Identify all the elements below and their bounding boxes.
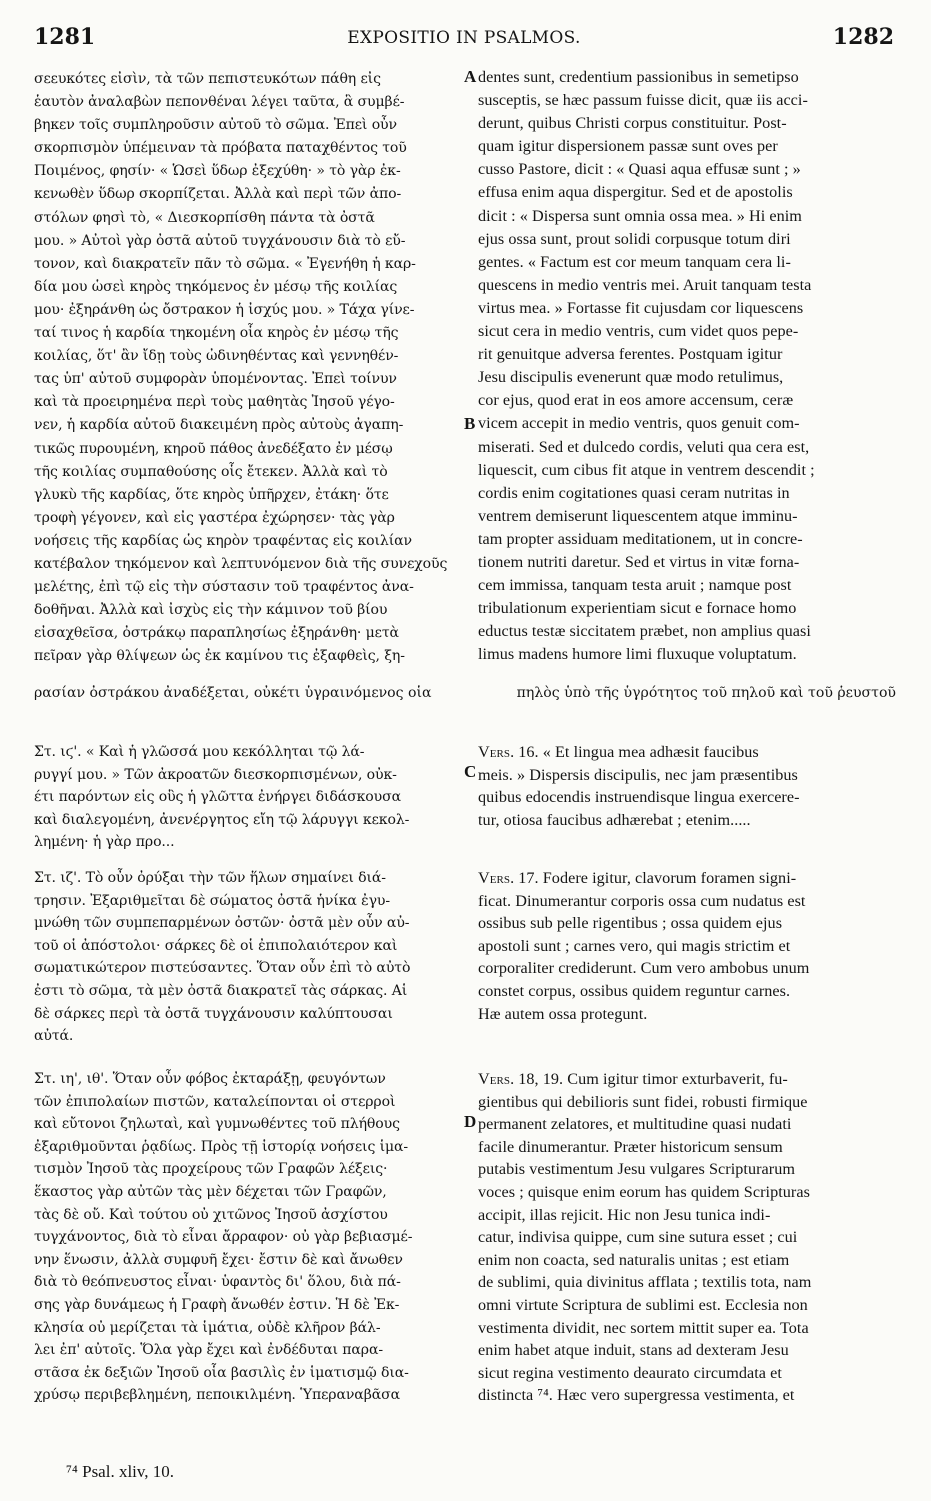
text-line: cusso Pastore, dicit : « Quasi aqua effusæ sunt ; » (478, 160, 801, 179)
greek-paragraph-1 (34, 68, 464, 668)
footnote-number: ⁷⁴ (66, 1462, 78, 1481)
text-line: catur, indivisa quippe, cum sine sutura esset ; cui (478, 1228, 798, 1247)
text-line: eductus testæ siccitatem præbet, non amplius quasi (478, 622, 811, 641)
text-line: καὶ διαλεγομένη, ἀνενέργητος εἴη τῷ λάρυγγι κεκολ- (34, 811, 410, 828)
text-line: τικῶς πυρουμένη, κηροῦ πάθος ἀνεδέξατο ἐν μέσῳ (34, 440, 393, 457)
column-marker-b: B (464, 414, 476, 433)
text-line: Vers. 17. Fodere igitur, clavorum foramen signi- (478, 869, 797, 887)
text-line: susceptis, se hæc passum fuisse dicit, quæ iis acci- (478, 91, 808, 110)
latin-paragraph-2 (478, 741, 896, 833)
text-line: εἰσαχθεῖσα, ὀστράκῳ παραπλησίως ἐξηράνθη· μετὰ (34, 625, 399, 642)
text-line: permanent zelatores, et multitudine quasi nudati (478, 1115, 792, 1134)
text-line: Vers. 18, 19. Cum igitur timor exturbaverit, fu- (478, 1070, 788, 1088)
text-line: tam propter assiduam meditationem, ut in concre- (478, 529, 803, 548)
running-header (34, 24, 894, 54)
text-line: sicut cera in medio ventris, cum videt quos pepe- (478, 322, 799, 341)
text-line: κλησία οὐ μερίζεται τὰ ἱμάτια, οὐδὲ κλῆρον βάλ- (34, 1319, 381, 1336)
text-line: μελέτης, ἐπὶ τῷ εἰς τὴν σύστασιν τοῦ τραφέντος ἀνα- (34, 579, 414, 596)
text-line: μνώθη τῶν συμπεπαρμένων ὀστῶν· ὀστᾶ μὲν οὖν αὐ- (34, 915, 410, 932)
text-line: πεῖραν γὰρ θλίψεων ὡς ἐκ καμίνου τις ἐξαφθεὶς, ξη- (34, 648, 405, 665)
full-width-line (34, 685, 896, 707)
text-line: Στ. ιϛ'. « Καὶ ἡ γλῶσσά μου κεκόλληται τῷ λά- (34, 744, 365, 760)
text-line: accipit, illas rejicit. Hic non Jesu tunica indi- (478, 1205, 771, 1224)
text-line: βηκεν τοῖς συμπληροῦσιν αὐτοῦ τὸ σῶμα. Ἐπεὶ οὖν (34, 117, 397, 134)
text-line: ἐστι τὸ σῶμα, τὰ μὲν ὀστᾶ διακρατεῖ τὰς σάρκας. Αἱ (34, 982, 408, 999)
text-line: tribulationum experientiam sicut e fornace homo (478, 599, 797, 618)
text-line: gientibus qui debilioris sunt fidei, robusti firmique (478, 1092, 808, 1111)
text-line: putabis vestimentum Jesu vulgares Scripturarum (478, 1160, 795, 1179)
text-line: Στ. ιζ'. Τὸ οὖν ὀρύξαι τὴν τῶν ἥλων σημαίνει διά- (34, 870, 386, 886)
text-line: rit genuitque adversa ferentes. Postquam igitur (478, 345, 783, 364)
text-line: corporaliter crediderunt. Cum vero ambobus unum (478, 959, 810, 978)
latin-paragraph-1 (478, 66, 896, 676)
verse-label: Vers. (478, 869, 515, 887)
text-line: enim habet atque induit, stans ad dexteram Jesu (478, 1341, 789, 1360)
text-line: έτι παρόντων εἰς οὓς ἡ γλῶττα ἐνήργει διδάσκουσα (34, 789, 402, 805)
footnote-text: Psal. xliv, 10. (82, 1462, 175, 1481)
latin-paragraph-3 (478, 867, 896, 1027)
text-line: ejus ossa sunt, prout solidi corpusque totum diri (478, 229, 791, 248)
verse-label: Vers. (478, 743, 515, 761)
text-line: meis. » Dispersis discipulis, nec jam præsentibus (478, 765, 798, 784)
text-line: constet corpus, ossibus quidem reguntur carnes. (478, 981, 791, 1000)
text-line: σωματικώτερον πιστεύσαντες. Ὅταν οὖν ἐπὶ τὸ αὐτὸ (34, 960, 411, 977)
text-line: γλυκὺ τῆς καρδίας, ὅτε κηρὸς ὑπῆρχεν, ἐτάκη· ὅτε (34, 486, 389, 503)
text-line: de sublimi, quia divinitus afflata ; textilis tota, nam (478, 1273, 812, 1292)
text-line: κατέβαλον τηκόμενον καὶ λεπτυνόμενον διὰ τῆς συνεχοῦς (34, 555, 448, 572)
text-line: Vers. 16. « Et lingua mea adhæsit faucibus (478, 743, 759, 761)
text-line: ventrem demiserunt liquescentem atque imminu- (478, 506, 798, 525)
text-line: διὰ τὸ θεόπνευστος εἶναι· ὑφαντὸς δι' ὅλου, διὰ πά- (34, 1274, 401, 1291)
text-line: μου. » Αὐτοὶ γὰρ ὀστᾶ αὐτοῦ τυγχάνουσιν διὰ τὸ εὔ- (34, 232, 406, 249)
text-line: effusa enim aqua dispergitur. Sed et de apostolis (478, 183, 793, 202)
latin-paragraph-4 (478, 1068, 896, 1413)
page-number-left: 1281 (34, 24, 96, 50)
verse-label: Vers. (478, 1070, 515, 1088)
footnote (66, 1462, 174, 1482)
text-line: τας ὑπ' αὐτοῦ συμφορὰν ὑπομένοντας. Ἐπεὶ τοίνυν (34, 371, 397, 388)
greek-line-right: πηλὸς ὑπὸ τῆς ὑγρότητος τοῦ πηλοῦ καὶ τοῦ ῥευστοῦ (516, 685, 896, 701)
greek-line-left: ρασίαν ὀστράκου ἀναδέξεται, οὐκέτι ὑγραινόμενος οἷα (34, 685, 432, 701)
text-line: dicit : « Dispersa sunt omnia ossa mea. » Hi enim (478, 206, 802, 225)
text-line: δὲ σάρκες περὶ τὰ ὀστᾶ τυγχάνουσιν καλύπτουσαι (34, 1005, 393, 1022)
text-line: τοῦ οἱ ἀπόστολοι· σάρκες δὲ οἱ ἐπιπολαιότερον καὶ (34, 937, 398, 954)
text-line: quescens in medio ventris mei. Aruit tanquam testa (478, 275, 812, 294)
text-line: χρύσῳ περιβεβλημένη, πεποικιλμένη. Ὑπεραναβᾶσα (34, 1387, 401, 1404)
text-line: τῆς κοιλίας συμπαθούσης οἷς ἔτεκεν. Ἀλλὰ καὶ τὸ (34, 463, 388, 480)
text-line: derunt, quibus Christi corpus constituitur. Post- (478, 114, 787, 133)
text-line: ἑαυτὸν ἀναλαβὼν πεπονθέναι λέγει ταῦτα, ἃ συμβέ- (34, 94, 405, 111)
text-line: vicem accepit in medio ventris, quos genuit com- (478, 414, 800, 433)
text-line: sicut regina vestimento deaurato circumdata et (478, 1363, 782, 1382)
column-marker-c: C (464, 762, 477, 781)
text-line: νην ἕνωσιν, ἀλλὰ συμφυῆ ἔχει· ἔστιν δὲ καὶ ἄνωθεν (34, 1251, 403, 1268)
text-line: voces ; quisque enim eorum has quidem Scripturas (478, 1182, 810, 1201)
text-line: κοιλίας, ὅτ' ἂν ἴδῃ τοὺς ὠδινηθέντας καὶ γεννηθέν- (34, 348, 399, 365)
text-line: gentes. « Factum est cor meum tanquam cera li- (478, 252, 791, 271)
text-line: αὐτά. (34, 1028, 74, 1045)
text-line: λημένη· ἡ γὰρ προ... (34, 834, 175, 850)
text-line: μου· ἐξηράνθη ὡς ὄστρακον ἡ ἰσχύς μου. » Τάχα γίνε- (34, 301, 415, 318)
text-line: λει ἐπ' αὐτοῖς. Ὅλα γὰρ ἔχει καὶ ἐνδέδυται παρα- (34, 1342, 384, 1359)
text-line: ρυγγί μου. » Τῶν ἀκροατῶν διεσκορπισμένων, οὐκ- (34, 766, 397, 783)
running-title: EXPOSITIO IN PSALMOS. (347, 28, 581, 48)
text-line: cordis enim cogitationes quasi ceram nutritas in (478, 483, 790, 502)
text-line: ἕκαστος γὰρ αὐτῶν τὰς μὲν δέχεται τῶν Γραφῶν, (34, 1183, 387, 1200)
text-line: τὰς δὲ οὔ. Καὶ τούτου οὐ χιτῶνος Ἰησοῦ ἀσχίστου (34, 1206, 388, 1223)
text-line: quibus edocendis instruendisque lingua exercere- (478, 788, 800, 806)
text-line: τροφὴ γέγονεν, καὶ εἰς γαστέρα ἐχώρησεν· τὰς γὰρ (34, 509, 395, 526)
text-line: Jesu discipulis evenerunt quæ modo retulimus, (478, 368, 784, 387)
text-line: enim non coacta, sed naturalis unitas ; est etiam (478, 1250, 790, 1269)
text-line: dentes sunt, credentium passionibus in semetipso (478, 68, 799, 86)
text-line: facile dinumerantur. Præter historicum sensum (478, 1137, 783, 1156)
text-line: καὶ τὰ προειρημένα περὶ τοὺς μαθητὰς Ἰησοῦ γέγο- (34, 394, 395, 411)
text-line: τισμὸν Ἰησοῦ τὰς προχείρους τῶν Γραφῶν λέξεις· (34, 1161, 388, 1178)
text-line: δοθῆναι. Ἀλλὰ καὶ ἰσχὺς εἰς τὴν κάμινον τοῦ βίου (34, 602, 388, 619)
text-line: τρησιν. Ἐξαριθμεῖται δὲ σώματος ὀστᾶ ἡνίκα ἐγυ- (34, 892, 391, 909)
page-number-right: 1282 (832, 24, 894, 50)
text-line: apostoli sunt ; carnes vero, qui magis strictim et (478, 936, 791, 955)
text-line: στόλων φησὶ τὸ, « Διεσκορπίσθη πάντα τὰ ὀστᾶ (34, 209, 375, 226)
text-line: liquescit, cum cibus fit atque in ventrem descendit ; (478, 460, 815, 479)
greek-paragraph-2 (34, 741, 464, 856)
text-line: virtus mea. » Fortasse fit cujusdam cor liquescens (478, 298, 804, 317)
text-line: ταί τινος ἡ καρδία τηκομένη οἷα κηρὸς ἐν μέσῳ τῆς (34, 325, 399, 342)
text-line: σεευκότες εἰσὶν, τὰ τῶν πεπιστευκότων πάθη εἰς (34, 71, 381, 87)
text-line: omni virtute Scriptura de sublimi est. Ecclesia non (478, 1295, 808, 1314)
text-line: tur, otiosa faucibus adhærebat ; etenim..... (478, 810, 751, 829)
text-line: κενωθὲν ὕδωρ σκορπίζεται. Ἀλλὰ καὶ περὶ τῶν ἀπο- (34, 186, 402, 203)
text-line: δία μου ὡσεὶ κηρὸς τηκόμενος ἐν μέσῳ τῆς κοιλίας (34, 278, 398, 295)
text-line: στᾶσα ἐκ δεξιῶν Ἰησοῦ οἷα βασιλὶς ἐν ἱματισμῷ δια- (34, 1364, 409, 1381)
text-line: ossibus sub pelle rigentibus ; ossa quidem ejus (478, 914, 783, 933)
column-marker-d: D (464, 1112, 477, 1131)
text-line: νοήσεις τῆς καρδίας ὡς κηρὸν τραφέντας εἰς κοιλίαν (34, 532, 412, 549)
greek-paragraph-1-end (34, 709, 464, 731)
text-line: σης γὰρ δυνάμεως ἡ Γραφὴ ἄνωθέν ἐστιν. Ἡ δὲ Ἐκ- (34, 1296, 400, 1313)
text-line: ficat. Dinumerantur corporis ossa cum nudatus est (478, 891, 806, 910)
text-line: quam igitur dispersionem passæ sunt oves per (478, 137, 778, 156)
text-line: σκορπισμὸν ὑπέμειναν τὰ πρόβατα παταχθέντος τοῦ (34, 140, 407, 157)
text-line: τονον, καὶ διακρατεῖν πᾶν τὸ σῶμα. « Ἐγενήθη ἡ καρ- (34, 255, 416, 272)
text-line: miserati. Sed et dulcedo cordis, veluti qua cera est, (478, 437, 810, 456)
text-line: τῶν ἐπιπολαίων πιστῶν, καταλείπονται οἱ στερροὶ (34, 1093, 396, 1110)
text-line: καὶ εὔτονοι ζηλωταὶ, καὶ γυμνωθέντες τοῦ πλήθους (34, 1116, 400, 1133)
text-line: ἐξαριθμοῦνται ῥᾳδίως. Πρὸς τῇ ἱστορίᾳ νοήσεις ἱμα- (34, 1138, 409, 1155)
greek-paragraph-3 (34, 867, 464, 1052)
text-line: limus madens humore limi fluxuque voluptatum. (478, 645, 797, 664)
column-marker-a: A (464, 67, 477, 86)
text-line: cem immissa, tanquam testa aruit ; namque post (478, 576, 792, 595)
text-line: Στ. ιη', ιθ'. Ὅταν οὖν φόβος ἐκταράξῃ, φευγόντων (34, 1071, 386, 1087)
text-line: distincta ⁷⁴. Hæc vero supergressa vestimenta, et (478, 1386, 795, 1405)
text-line: cor ejus, quod erat in eos amore accensum, ceræ (478, 391, 794, 410)
text-line: tionem nutriti daretur. Sed et virtus in vitæ forna- (478, 552, 800, 571)
text-line: Ποιμένος, φησίν· « Ὡσεὶ ὕδωρ ἐξεχύθη· » τὸ γὰρ ἐκ- (34, 163, 401, 180)
text-line: τυγχάνοντος, διὰ τὸ εἶναι ἄρραφον· οὐ γὰρ βεβιασμέ- (34, 1229, 413, 1246)
text-line: vestimenta dividit, nec sortem mittit super ea. Tota (478, 1318, 809, 1337)
text-line: Hæ autem ossa protegunt. (478, 1004, 648, 1023)
greek-paragraph-4 (34, 1068, 464, 1443)
text-line: νεν, ἡ καρδία αὐτοῦ διακειμένη πρὸς αὐτοὺς ἀγαπη- (34, 417, 404, 434)
